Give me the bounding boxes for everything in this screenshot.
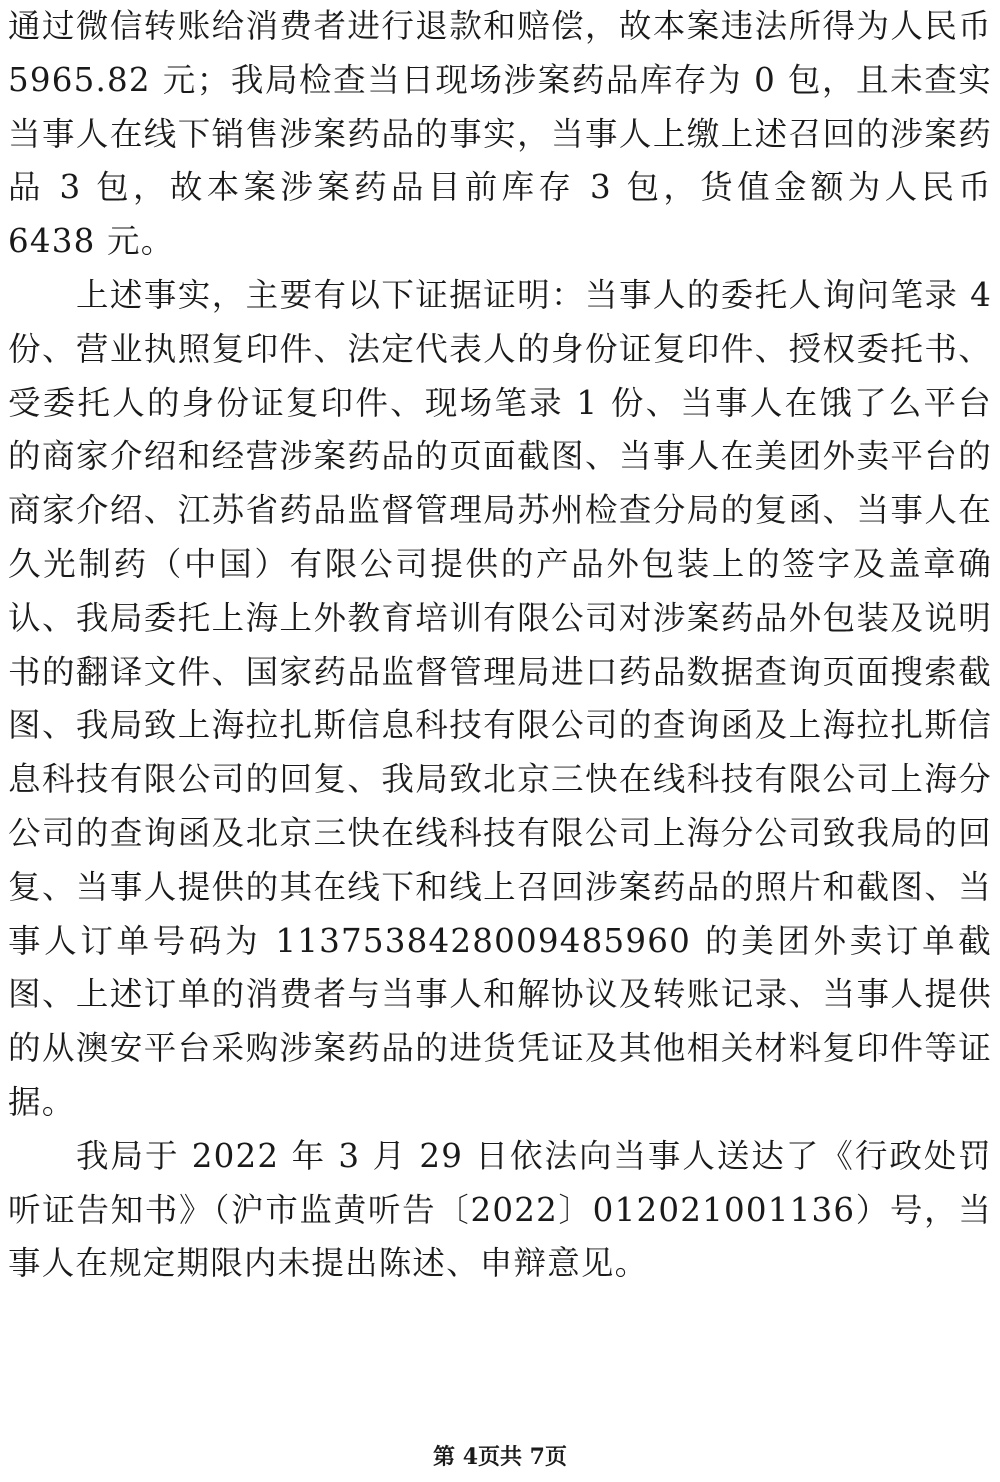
paragraph-evidence: 上述事实，主要有以下证据证明：当事人的委托人询问笔录 4 份、营业执照复印件、法定代表人的身份证复印件、授权委托书、受委托人的身份证复印件、现场笔录 1 份、当事人在饿了么平台的商家介绍和经营涉案药品的页面截图、当事人在美团外卖平台的商家介绍、江苏省药品监督管理局苏州检查分局的复函、当事人在久光制药（中国）有限公司提供的产品外包装上的签字及盖章确认、我局委托上海上外教育培训有限公司对涉案药品外包装及说明书的翻译文件、国家药品监督管理局进口药品数据查询页面搜索截图、我局致上海拉扎斯信息科技有限公司的查询函及上海拉扎斯信息科技有限公司的回复、我局致北京三快在线科技有限公司上海分公司的查询函及北京三快在线科技有限公司上海分公司致我局的回复、当事人提供的其在线下和线上召回涉案药品的照片和截图、当事人订单号码为 1137538428009485960 的美团外卖订单截图、上述订单的消费者与当事人和解协议及转账记录、当事人提供的从澳安平台采购涉案药品的进货凭证及其他相关材料复印件等证据。: [8, 275, 992, 1121]
paragraph-continued: 通过微信转账给消费者进行退款和赔偿，故本案违法所得为人民币 5965.82 元；我局检查当日现场涉案药品库存为 0 包，且未查实当事人在线下销售涉案药品的事实，当事人上缴上述召回的涉案药品 3 包，故本案涉案药品目前库存 3 包，货值金额为人民币 6438 元。: [8, 7, 992, 261]
document-body: [8, 0, 992, 1291]
page-number: 第 4页共 7页: [433, 1444, 567, 1470]
paragraph-notice: 我局于 2022 年 3 月 29 日依法向当事人送达了《行政处罚听证告知书》（沪市监黄听告〔2022〕012021001136）号，当事人在规定期限内未提出陈述、申辩意见。: [8, 1136, 992, 1283]
